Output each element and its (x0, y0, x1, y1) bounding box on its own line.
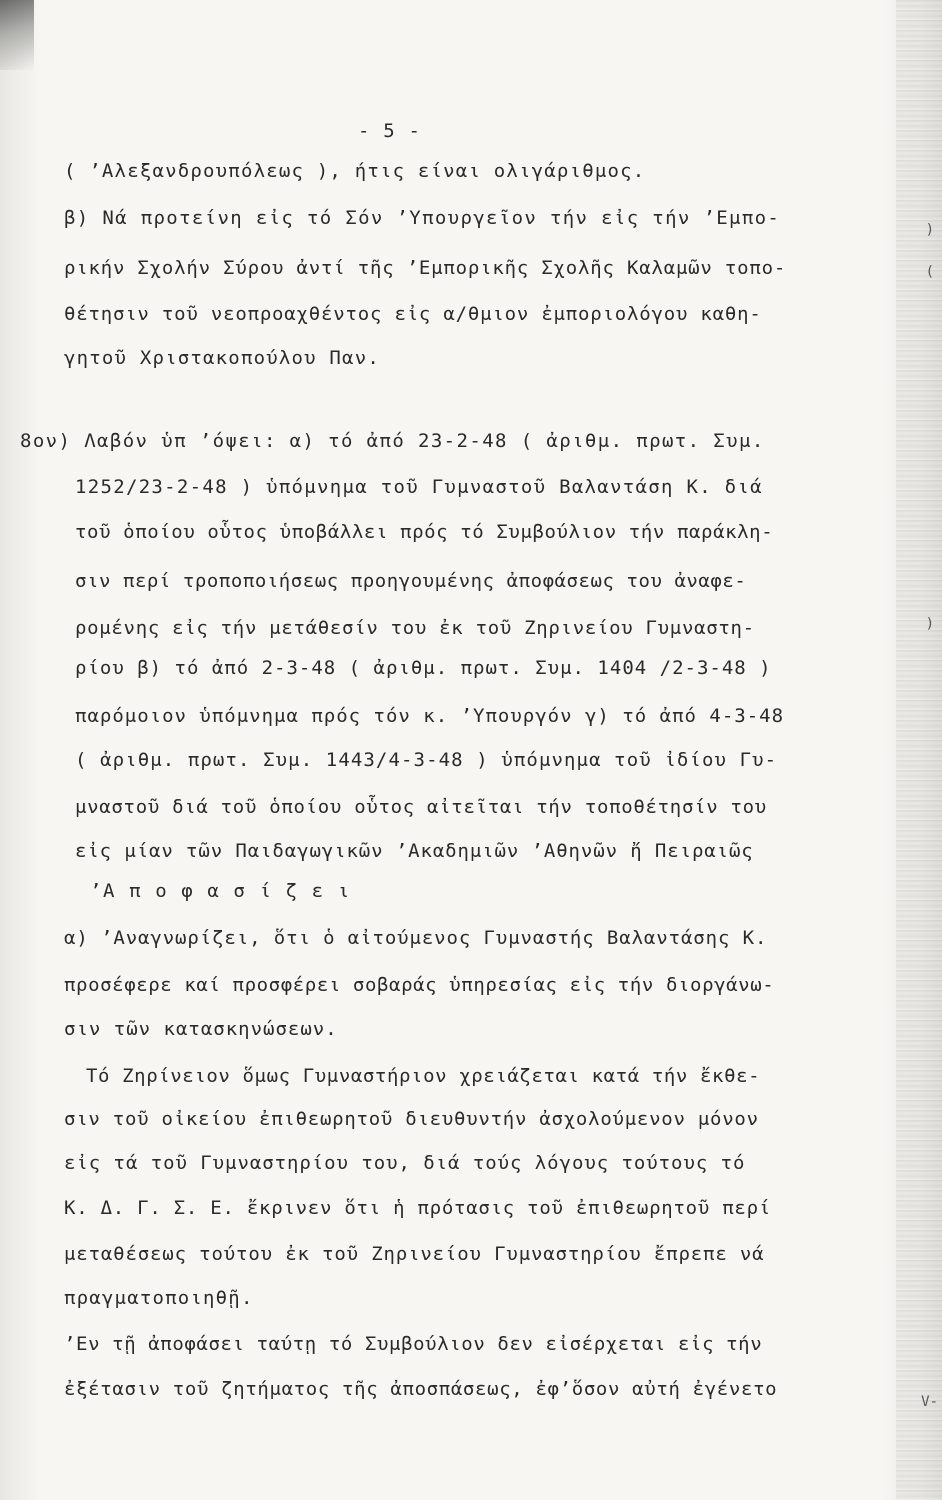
margin-mark: ) (925, 616, 934, 632)
text-line: πραγματοποιηθῇ. (64, 1287, 254, 1309)
margin-mark: V- (921, 1394, 938, 1410)
text-line: ρικήν Σχολήν Σύρου ἀντί τῆς ’Εμπορικῆς Σχολῆς Καλαμῶν τοπο- (64, 257, 787, 279)
margin-mark: ) (925, 222, 934, 238)
text-line: ( ’Αλεξανδρουπόλεως ), ήτις είναι ολιγάριθμος. (64, 160, 646, 182)
text-line: ρίου β) τό ἀπό 2-3-48 ( ἀριθμ. πρωτ. Συμ. 1404 /2-3-48 ) (75, 657, 772, 679)
text-line: Τό Ζηρίνειον ὅμως Γυμναστήριον χρειάζεται κατά τήν ἔκθε- (86, 1065, 761, 1087)
text-line: μναστοῦ διά τοῦ ὁποίου οὗτος αἰτεῖται τήν τοποθέτησίν του (75, 796, 767, 818)
margin-mark: ( (925, 264, 934, 280)
text-line: εἰς τά τοῦ Γυμναστηρίου του, διά τούς λόγους τούτους τό (64, 1152, 746, 1174)
text-line: ’Εν τῇ ἀποφάσει ταύτῃ τό Συμβούλιον δεν εἰσέρχεται εἰς τήν (64, 1333, 763, 1355)
text-line: ρομένης εἰς τήν μετάθεσίν του ἐκ τοῦ Ζηρινείου Γυμναστη- (75, 617, 755, 639)
text-line: σιν τῶν κατασκηνώσεων. (64, 1018, 338, 1040)
text-line: σιν περί τροποποιήσεως προηγουμένης ἀποφάσεως του ἀναφε- (75, 570, 747, 592)
text-line: παρόμοιον ὑπόμνημα πρός τόν κ. ’Υπουργόν γ) τό ἀπό 4-3-48 (75, 705, 785, 727)
text-line: θέτησιν τοῦ νεοπροαχθέντος εἰς α/θμιον ἐμποριολόγου καθη- (64, 303, 762, 325)
text-line: β) Νά προτείνη εἰς τό Σόν ’Υπουργεῖον τήν εἰς τήν ’Εμπο- (64, 207, 781, 229)
binding-edge (896, 0, 942, 1500)
text-line: 8ον) Λαβόν ὑπ ’όψει: α) τό ἀπό 23-2-48 ( ἀριθμ. πρωτ. Συμ. (20, 430, 765, 452)
text-line: α) ’Αναγνωρίζει, ὅτι ὁ αἰτούμενος Γυμναστής Βαλαντάσης Κ. (64, 927, 768, 949)
text-line: προσέφερε καί προσφέρει σοβαράς ὑπηρεσίας εἰς τήν διοργάνω- (64, 974, 775, 996)
text-line: Κ. Δ. Γ. Σ. Ε. ἔκρινεν ὅτι ἡ πρότασις τοῦ ἐπιθεωρητοῦ περί (64, 1197, 771, 1219)
text-line: τοῦ ὁποίου οὗτος ὑποβάλλει πρός τό Συμβούλιον τήν παράκλη- (75, 521, 774, 543)
text-line: 1252/23-2-48 ) ὑπόμνημα τοῦ Γυμναστοῦ Βαλαντάση Κ. διά (75, 476, 763, 498)
text-line: γητοῦ Χριστακοπούλου Παν. (64, 347, 380, 369)
text-line: εἰς μίαν τῶν Παιδαγωγικῶν ’Ακαδημιῶν ’Αθηνῶν ἤ Πειραιῶς (75, 840, 754, 862)
text-line: μεταθέσεως τούτου ἐκ τοῦ Ζηρινείου Γυμναστηρίου ἔπρεπε νά (64, 1243, 765, 1265)
page-number: - 5 - (358, 120, 422, 142)
text-line: σιν τοῦ οἰκείου ἐπιθεωρητοῦ διευθυντήν ἀσχολούμενον μόνον (64, 1108, 759, 1130)
text-line: ἐξέτασιν τοῦ ζητήματος τῆς ἀποσπάσεως, ἐφ’ὅσον αὐτή ἐγένετο (64, 1378, 778, 1400)
text-line: ( ἀριθμ. πρωτ. Συμ. 1443/4-3-48 ) ὑπόμνημα τοῦ ἰδίου Γυ- (75, 749, 778, 771)
scan-shadow-corner (0, 0, 34, 70)
section-heading: ’Α π ο φ α σ ί ζ ε ι (90, 880, 351, 902)
